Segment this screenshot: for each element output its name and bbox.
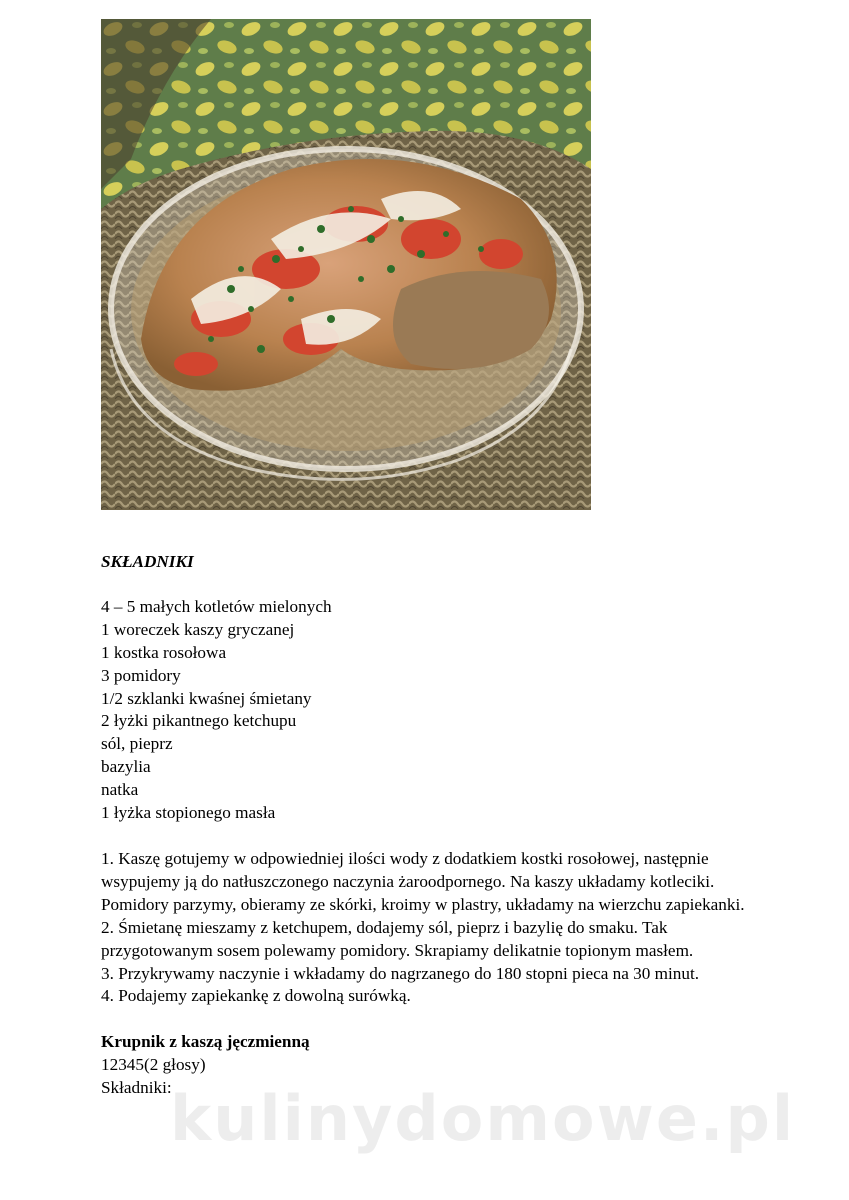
ingredient-item: 1 woreczek kaszy gryczanej <box>101 619 295 639</box>
site-watermark: kulinydomowe.pl <box>170 1082 796 1155</box>
ingredient-item: 2 łyżki pikantnego ketchupu <box>101 711 297 731</box>
step-3: 3. Przykrywamy naczynie i wkładamy do nagrzanego do 180 stopni pieca na 30 minut. <box>101 963 700 983</box>
step-1: 1. Kaszę gotujemy w odpowiedniej ilości wody z dodatkiem kostki rosołowej, następnie wsypujemy ją do natłuszczonego naczynia żaroodpornego. Na kaszy układamy kotleciki. Pomidory parzymy, obieramy ze skórki, kroimy w plastry, układamy na wierzchu zapiekanki. <box>101 848 745 914</box>
ingredient-item: 3 pomidory <box>101 665 181 685</box>
next-recipe <box>101 1031 761 1100</box>
ingredients-heading: SKŁADNIKI <box>101 552 194 571</box>
next-recipe-title: Krupnik z kaszą jęczmienną <box>101 1032 310 1052</box>
ingredients-list <box>101 596 761 825</box>
ingredient-item: 1/2 szklanki kwaśnej śmietany <box>101 688 312 708</box>
ingredient-item: 1 kostka rosołowa <box>101 642 227 662</box>
ingredient-item: natka <box>101 780 139 800</box>
ingredient-item: sól, pieprz <box>101 734 173 754</box>
ingredient-item: 4 – 5 małych kotletów mielonych <box>101 596 332 616</box>
preparation-steps <box>101 848 761 1008</box>
rating: 12345(2 głosy) <box>101 1055 206 1075</box>
ingredient-item: 1 łyżka stopionego masła <box>101 803 276 823</box>
casserole-photo <box>101 19 591 510</box>
recipe-text <box>101 551 761 1100</box>
step-4: 4. Podajemy zapiekankę z dowolną surówką. <box>101 986 411 1006</box>
next-recipe-ingredients-label: Składniki: <box>101 1078 172 1098</box>
ingredient-item: bazylia <box>101 757 151 777</box>
step-2: 2. Śmietanę mieszamy z ketchupem, dodajemy sól, pieprz i bazylię do smaku. Tak przygotowanym sosem polewamy pomidory. Skrapiamy delikatnie topionym masłem. <box>101 917 694 960</box>
